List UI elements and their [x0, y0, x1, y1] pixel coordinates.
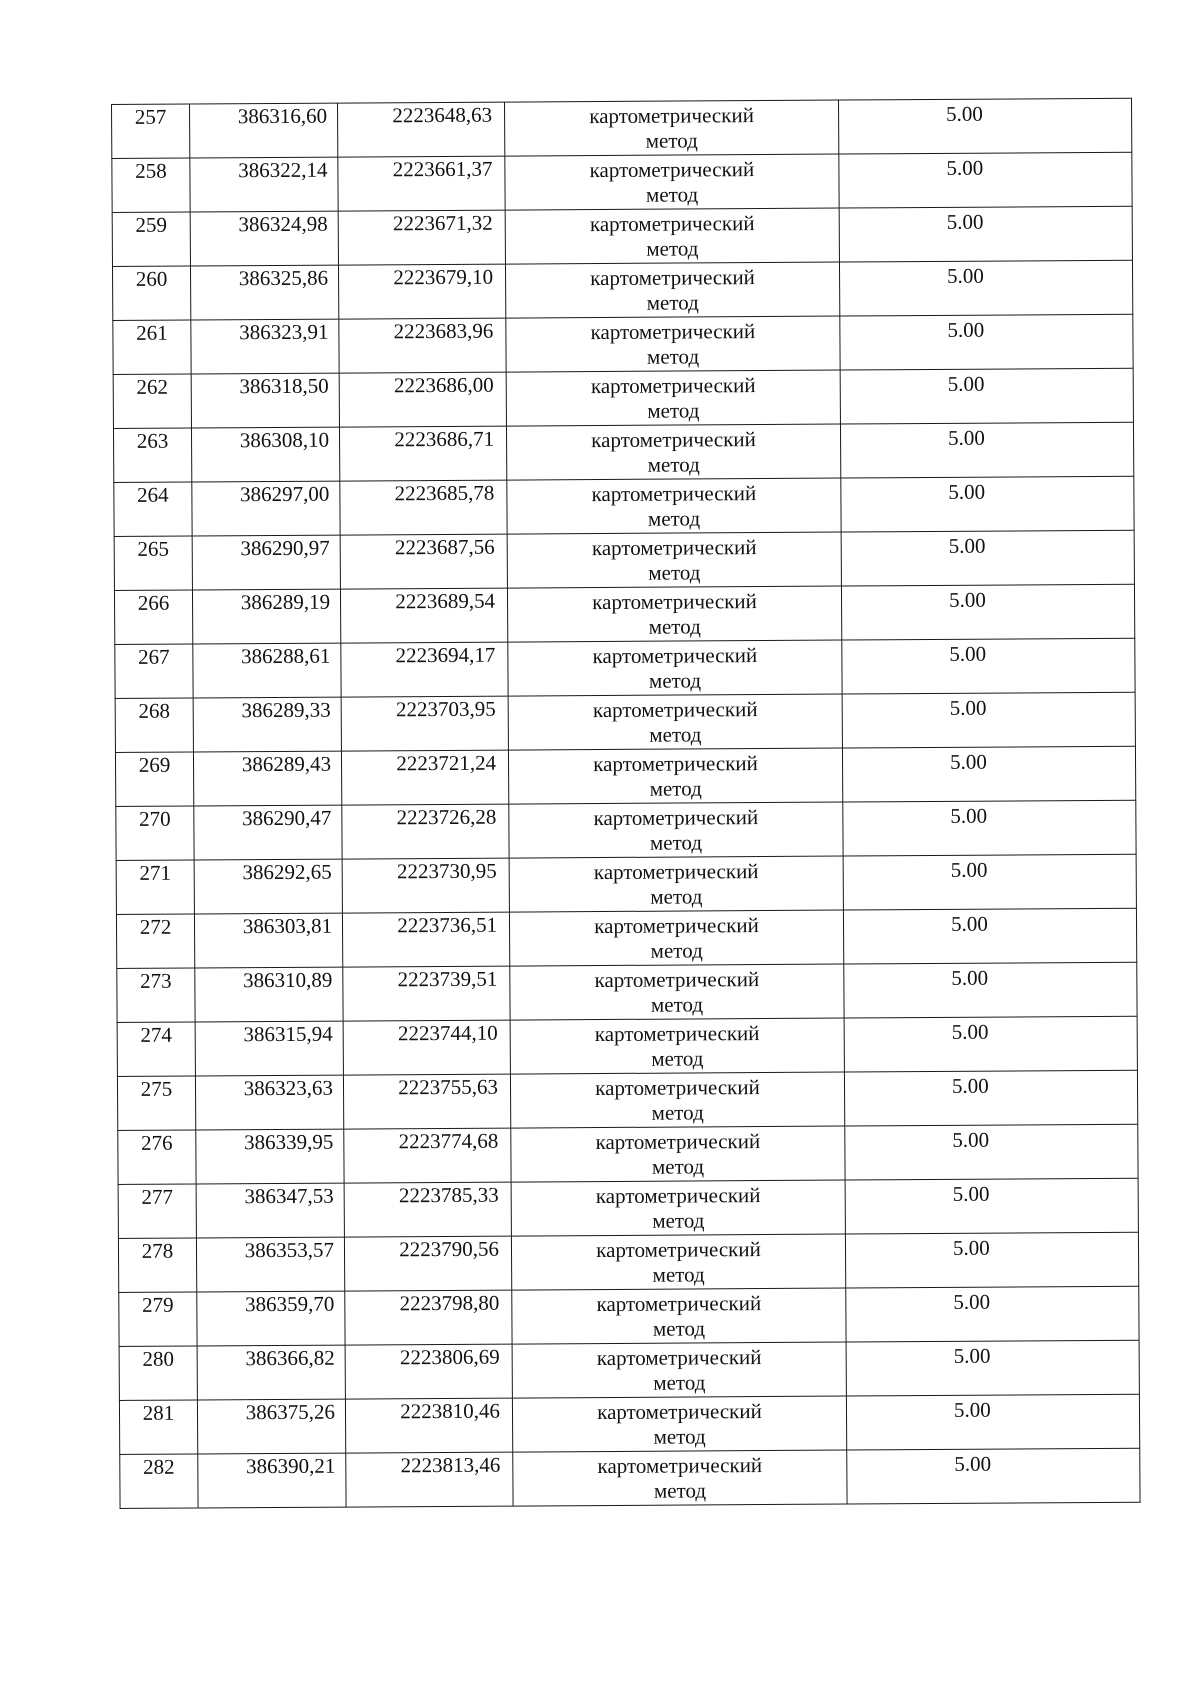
accuracy-cell: 5.00 — [842, 638, 1135, 694]
method-line-1: картометрический — [592, 643, 758, 669]
method-line-1: картометрический — [593, 805, 759, 831]
method-line-2: метод — [648, 668, 702, 693]
accuracy-cell: 5.00 — [845, 1124, 1138, 1180]
point-number-cell: 274 — [117, 1022, 195, 1076]
accuracy-cell: 5.00 — [839, 152, 1132, 208]
x-coordinate-cell: 386289,43 — [193, 751, 341, 806]
table-row — [112, 206, 1132, 266]
method-line-2: метод — [650, 884, 703, 909]
method-line-1: картометрический — [596, 1345, 762, 1371]
table-row — [112, 98, 1132, 158]
point-number-cell: 271 — [116, 860, 194, 914]
table-row — [118, 1124, 1138, 1184]
method-line-1: картометрический — [595, 1183, 761, 1209]
accuracy-cell: 5.00 — [844, 962, 1137, 1018]
x-coordinate-cell: 386318,50 — [191, 373, 339, 428]
accuracy-cell: 5.00 — [839, 260, 1132, 316]
accuracy-cell: 5.00 — [842, 692, 1135, 748]
accuracy-cell: 5.00 — [841, 584, 1134, 640]
method-line-2: метод — [649, 722, 702, 747]
accuracy-cell: 5.00 — [845, 1178, 1138, 1234]
point-number-cell: 269 — [115, 752, 193, 806]
point-number-cell: 260 — [112, 266, 190, 320]
method-line-1: картометрический — [592, 697, 758, 723]
table-row — [118, 1232, 1138, 1292]
method-cell — [510, 1018, 844, 1074]
y-coordinate-cell: 2223648,63 — [337, 102, 504, 157]
y-coordinate-cell: 2223810,46 — [345, 1398, 512, 1453]
method-line-1: картометрический — [591, 427, 756, 453]
method-line-1: картометрический — [589, 157, 755, 183]
point-number-cell: 258 — [112, 158, 190, 212]
method-cell — [506, 424, 840, 480]
y-coordinate-cell: 2223736,51 — [342, 912, 509, 967]
x-coordinate-cell: 386366,82 — [197, 1345, 345, 1400]
accuracy-cell: 5.00 — [841, 530, 1134, 586]
table-row — [119, 1286, 1139, 1346]
x-coordinate-cell: 386289,19 — [192, 589, 340, 644]
coordinates-table-body — [112, 98, 1141, 1508]
x-coordinate-cell: 386375,26 — [197, 1399, 345, 1454]
table-row — [119, 1394, 1139, 1454]
method-cell — [505, 208, 839, 264]
y-coordinate-cell: 2223685,78 — [340, 480, 507, 535]
x-coordinate-cell: 386290,97 — [192, 535, 340, 590]
method-cell — [511, 1180, 845, 1236]
x-coordinate-cell: 386325,86 — [190, 265, 338, 320]
accuracy-cell: 5.00 — [843, 908, 1136, 964]
method-line-2: метод — [650, 992, 704, 1017]
accuracy-cell: 5.00 — [840, 368, 1133, 424]
table-row — [115, 746, 1135, 806]
method-cell — [511, 1234, 845, 1290]
method-cell — [509, 856, 843, 912]
y-coordinate-cell: 2223726,28 — [342, 804, 509, 859]
point-number-cell: 264 — [114, 482, 192, 536]
method-cell — [505, 154, 839, 210]
y-coordinate-cell: 2223721,24 — [341, 750, 508, 805]
table-row — [120, 1448, 1140, 1508]
table-row — [113, 368, 1133, 428]
table-row — [116, 908, 1136, 968]
method-line-2: метод — [646, 344, 700, 369]
point-number-cell: 268 — [115, 698, 193, 752]
y-coordinate-cell: 2223679,10 — [338, 264, 505, 319]
method-line-2: метод — [649, 776, 702, 801]
table-row — [118, 1178, 1138, 1238]
y-coordinate-cell: 2223744,10 — [343, 1020, 510, 1075]
method-line-2: метод — [651, 1100, 704, 1125]
y-coordinate-cell: 2223730,95 — [342, 858, 509, 913]
point-number-cell: 280 — [119, 1346, 197, 1400]
accuracy-cell: 5.00 — [844, 1016, 1137, 1072]
y-coordinate-cell: 2223806,69 — [345, 1344, 512, 1399]
point-number-cell: 279 — [119, 1292, 197, 1346]
accuracy-cell: 5.00 — [846, 1394, 1139, 1450]
point-number-cell: 270 — [116, 806, 194, 860]
method-line-1: картометрический — [590, 265, 755, 291]
method-line-2: метод — [648, 614, 701, 639]
x-coordinate-cell: 386315,94 — [195, 1021, 343, 1076]
table-row — [117, 962, 1137, 1022]
method-line-1: картометрический — [595, 1129, 761, 1155]
y-coordinate-cell: 2223774,68 — [344, 1128, 511, 1183]
point-number-cell: 277 — [118, 1184, 196, 1238]
point-number-cell: 267 — [115, 644, 193, 698]
coordinates-table — [111, 98, 1141, 1509]
y-coordinate-cell: 2223683,96 — [339, 318, 506, 373]
point-number-cell: 262 — [113, 374, 191, 428]
method-cell — [512, 1396, 846, 1452]
y-coordinate-cell: 2223755,63 — [343, 1074, 510, 1129]
point-number-cell: 276 — [118, 1130, 196, 1184]
accuracy-cell: 5.00 — [840, 314, 1133, 370]
method-cell — [512, 1342, 846, 1398]
table-row — [114, 584, 1134, 644]
x-coordinate-cell: 386324,98 — [190, 211, 338, 266]
x-coordinate-cell: 386322,14 — [190, 157, 338, 212]
x-coordinate-cell: 386290,47 — [194, 805, 342, 860]
point-number-cell: 273 — [117, 968, 195, 1022]
table-row — [115, 638, 1135, 698]
table-row — [113, 422, 1133, 482]
method-line-2: метод — [649, 830, 703, 855]
y-coordinate-cell: 2223661,37 — [338, 156, 505, 211]
method-cell — [513, 1450, 847, 1506]
point-number-cell: 272 — [116, 914, 194, 968]
method-cell — [504, 100, 838, 156]
method-cell — [506, 370, 840, 426]
accuracy-cell: 5.00 — [844, 1070, 1137, 1126]
method-cell — [507, 532, 841, 588]
table-row — [115, 692, 1135, 752]
method-line-2: метод — [646, 236, 699, 261]
method-line-1: картометрический — [595, 1075, 760, 1101]
table-row — [112, 260, 1132, 320]
x-coordinate-cell: 386292,65 — [194, 859, 342, 914]
method-line-2: метод — [652, 1262, 705, 1287]
method-cell — [510, 964, 844, 1020]
method-line-2: метод — [648, 560, 701, 585]
method-line-1: картометрический — [590, 373, 756, 399]
accuracy-cell: 5.00 — [839, 206, 1132, 262]
x-coordinate-cell: 386323,63 — [195, 1075, 343, 1130]
y-coordinate-cell: 2223798,80 — [345, 1290, 512, 1345]
method-line-1: картометрический — [596, 1291, 762, 1317]
point-number-cell: 275 — [117, 1076, 195, 1130]
method-line-2: метод — [647, 452, 700, 477]
accuracy-cell: 5.00 — [838, 98, 1131, 154]
point-number-cell: 257 — [112, 104, 190, 158]
method-cell — [510, 1072, 844, 1128]
method-line-2: метод — [651, 1046, 704, 1071]
table-row — [113, 314, 1133, 374]
point-number-cell: 261 — [113, 320, 191, 374]
method-line-1: картометрический — [594, 1021, 760, 1047]
method-line-2: метод — [652, 1208, 705, 1233]
method-line-1: картометрический — [593, 859, 759, 885]
x-coordinate-cell: 386339,95 — [196, 1129, 344, 1184]
table-row — [114, 476, 1134, 536]
method-line-2: метод — [646, 290, 699, 315]
point-number-cell: 278 — [118, 1238, 196, 1292]
method-line-2: метод — [645, 182, 699, 207]
table-row — [112, 152, 1132, 212]
accuracy-cell: 5.00 — [847, 1448, 1140, 1504]
method-line-2: метод — [647, 506, 701, 531]
accuracy-cell: 5.00 — [846, 1340, 1139, 1396]
method-cell — [505, 262, 839, 318]
x-coordinate-cell: 386288,61 — [193, 643, 341, 698]
table-row — [117, 1016, 1137, 1076]
x-coordinate-cell: 386310,89 — [195, 967, 343, 1022]
method-line-1: картометрический — [597, 1453, 763, 1479]
y-coordinate-cell: 2223671,32 — [338, 210, 505, 265]
accuracy-cell: 5.00 — [842, 746, 1135, 802]
method-line-2: метод — [650, 938, 703, 963]
x-coordinate-cell: 386308,10 — [191, 427, 339, 482]
method-line-2: метод — [653, 1424, 706, 1449]
method-cell — [509, 802, 843, 858]
point-number-cell: 263 — [113, 428, 191, 482]
y-coordinate-cell: 2223694,17 — [341, 642, 508, 697]
method-cell — [508, 694, 842, 750]
y-coordinate-cell: 2223687,56 — [340, 534, 507, 589]
point-number-cell: 265 — [114, 536, 192, 590]
accuracy-cell: 5.00 — [846, 1286, 1139, 1342]
accuracy-cell: 5.00 — [840, 422, 1133, 478]
method-line-2: метод — [645, 128, 698, 153]
accuracy-cell: 5.00 — [845, 1232, 1138, 1288]
table-row — [114, 530, 1134, 590]
method-cell — [512, 1288, 846, 1344]
y-coordinate-cell: 2223790,56 — [344, 1236, 511, 1291]
point-number-cell: 266 — [114, 590, 192, 644]
point-number-cell: 259 — [112, 212, 190, 266]
x-coordinate-cell: 386347,53 — [196, 1183, 344, 1238]
table-row — [116, 854, 1136, 914]
y-coordinate-cell: 2223785,33 — [344, 1182, 511, 1237]
method-line-2: метод — [652, 1316, 706, 1341]
y-coordinate-cell: 2223686,71 — [339, 426, 506, 481]
method-line-1: картометрический — [594, 913, 759, 939]
table-row — [116, 800, 1136, 860]
method-cell — [511, 1126, 845, 1182]
method-line-1: картометрический — [592, 589, 757, 615]
method-cell — [507, 478, 841, 534]
y-coordinate-cell: 2223739,51 — [343, 966, 510, 1021]
y-coordinate-cell: 2223689,54 — [340, 588, 507, 643]
point-number-cell: 282 — [120, 1454, 198, 1508]
x-coordinate-cell: 386353,57 — [196, 1237, 344, 1292]
method-line-1: картометрический — [593, 751, 758, 777]
accuracy-cell: 5.00 — [841, 476, 1134, 532]
x-coordinate-cell: 386297,00 — [192, 481, 340, 536]
method-line-1: картометрический — [594, 967, 760, 993]
method-line-2: метод — [653, 1478, 707, 1503]
point-number-cell: 281 — [119, 1400, 197, 1454]
method-line-2: метод — [647, 398, 700, 423]
method-cell — [509, 910, 843, 966]
y-coordinate-cell: 2223686,00 — [339, 372, 506, 427]
method-line-1: картометрический — [590, 319, 756, 345]
method-line-1: картометрический — [589, 211, 755, 237]
table-row — [119, 1340, 1139, 1400]
method-cell — [508, 748, 842, 804]
method-line-1: картометрический — [591, 481, 757, 507]
x-coordinate-cell: 386303,81 — [194, 913, 342, 968]
accuracy-cell: 5.00 — [843, 854, 1136, 910]
y-coordinate-cell: 2223703,95 — [341, 696, 508, 751]
table-row — [117, 1070, 1137, 1130]
method-line-1: картометрический — [597, 1399, 762, 1425]
x-coordinate-cell: 386359,70 — [197, 1291, 345, 1346]
x-coordinate-cell: 386323,91 — [191, 319, 339, 374]
method-cell — [506, 316, 840, 372]
x-coordinate-cell: 386289,33 — [193, 697, 341, 752]
method-line-1: картометрический — [589, 103, 754, 129]
method-cell — [507, 586, 841, 642]
y-coordinate-cell: 2223813,46 — [346, 1452, 513, 1507]
x-coordinate-cell: 386390,21 — [198, 1453, 346, 1508]
method-line-1: картометрический — [596, 1237, 761, 1263]
method-line-2: метод — [651, 1154, 705, 1179]
accuracy-cell: 5.00 — [843, 800, 1136, 856]
x-coordinate-cell: 386316,60 — [190, 103, 338, 158]
method-cell — [508, 640, 842, 696]
method-line-2: метод — [653, 1370, 706, 1395]
method-line-1: картометрический — [591, 535, 757, 561]
